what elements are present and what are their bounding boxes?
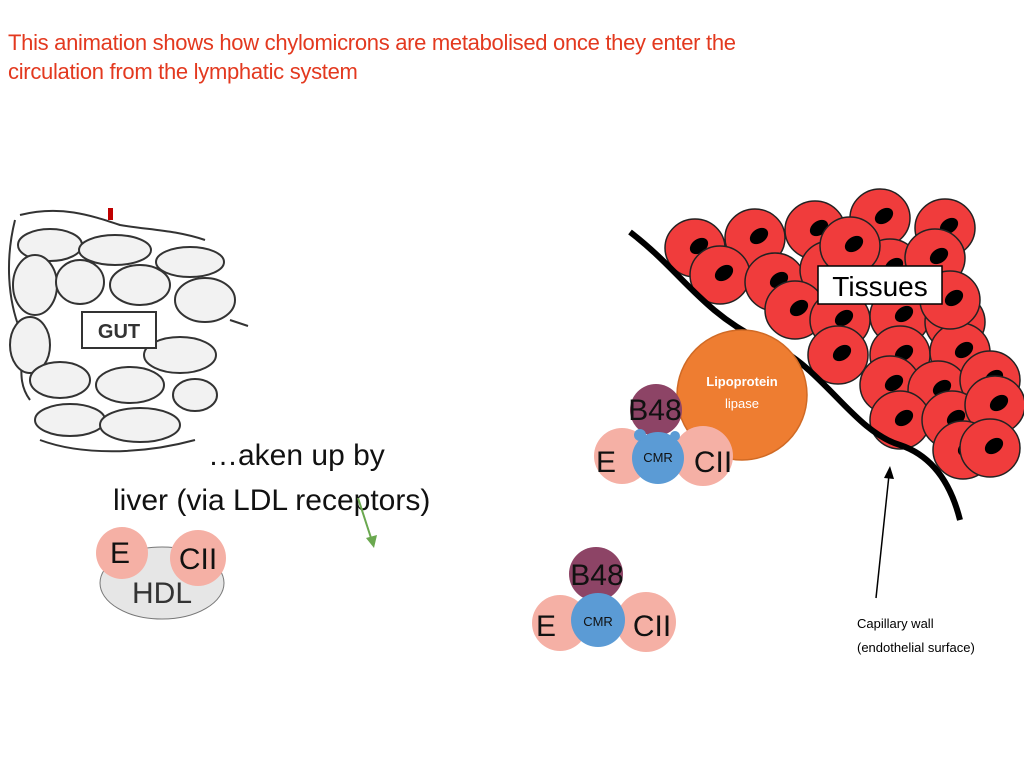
tissues-label: Tissues — [832, 271, 928, 302]
gut-illustration — [9, 208, 248, 451]
hdl-particle — [96, 527, 226, 619]
gut-loop — [175, 278, 235, 322]
remnant-bottom — [532, 547, 676, 652]
gut-label: GUT — [97, 321, 141, 343]
annotation-arrow-shaft — [876, 475, 889, 598]
capillary-annotation — [857, 466, 975, 655]
core-bubble — [634, 429, 646, 441]
gut-loop — [79, 235, 151, 265]
gut-loop — [156, 247, 224, 277]
lipase-label-line2: lipase — [725, 396, 759, 411]
gut-loop — [40, 440, 195, 451]
title-line-1: This animation shows how chylomicrons are metabolised once they enter the — [8, 30, 736, 55]
gut-loop — [56, 260, 104, 304]
capillary-label-line2: (endothelial surface) — [857, 640, 975, 655]
b48-label: B48 — [570, 559, 624, 592]
hdl-cii-label: CII — [178, 543, 218, 576]
gut-loop — [30, 362, 90, 398]
hdl-label: HDL — [131, 577, 193, 610]
tissues-label-box — [818, 266, 942, 304]
core-bubble — [670, 431, 680, 441]
cmr-label: CMR — [643, 450, 673, 465]
gut-loop — [110, 265, 170, 305]
gut-loop — [35, 404, 105, 436]
annotation-arrow-head — [884, 466, 894, 479]
gut-loop — [96, 367, 164, 403]
title-line-2: circulation from the lymphatic system — [8, 59, 358, 84]
lipase-label-line1: Lipoprotein — [706, 374, 778, 389]
uptake-text-line1: …aken up by — [208, 439, 385, 472]
apo-e-label: E — [595, 446, 617, 479]
uptake-text-line2: liver (via LDL receptors) — [113, 484, 431, 517]
b48-label: B48 — [628, 394, 682, 427]
arrow-head — [366, 535, 377, 548]
gut-loop — [100, 408, 180, 442]
apo-cii-label: CII — [632, 610, 672, 643]
hdl-e-label: E — [109, 537, 131, 570]
apo-cii-label: CII — [693, 446, 733, 479]
gut-loop — [13, 255, 57, 315]
apo-e-label: E — [535, 610, 557, 643]
capillary-label-line1: Capillary wall — [857, 616, 934, 631]
gut-loop — [230, 320, 248, 326]
cmr-label: CMR — [583, 614, 613, 629]
red-mark — [108, 208, 113, 220]
gut-loop — [173, 379, 217, 411]
